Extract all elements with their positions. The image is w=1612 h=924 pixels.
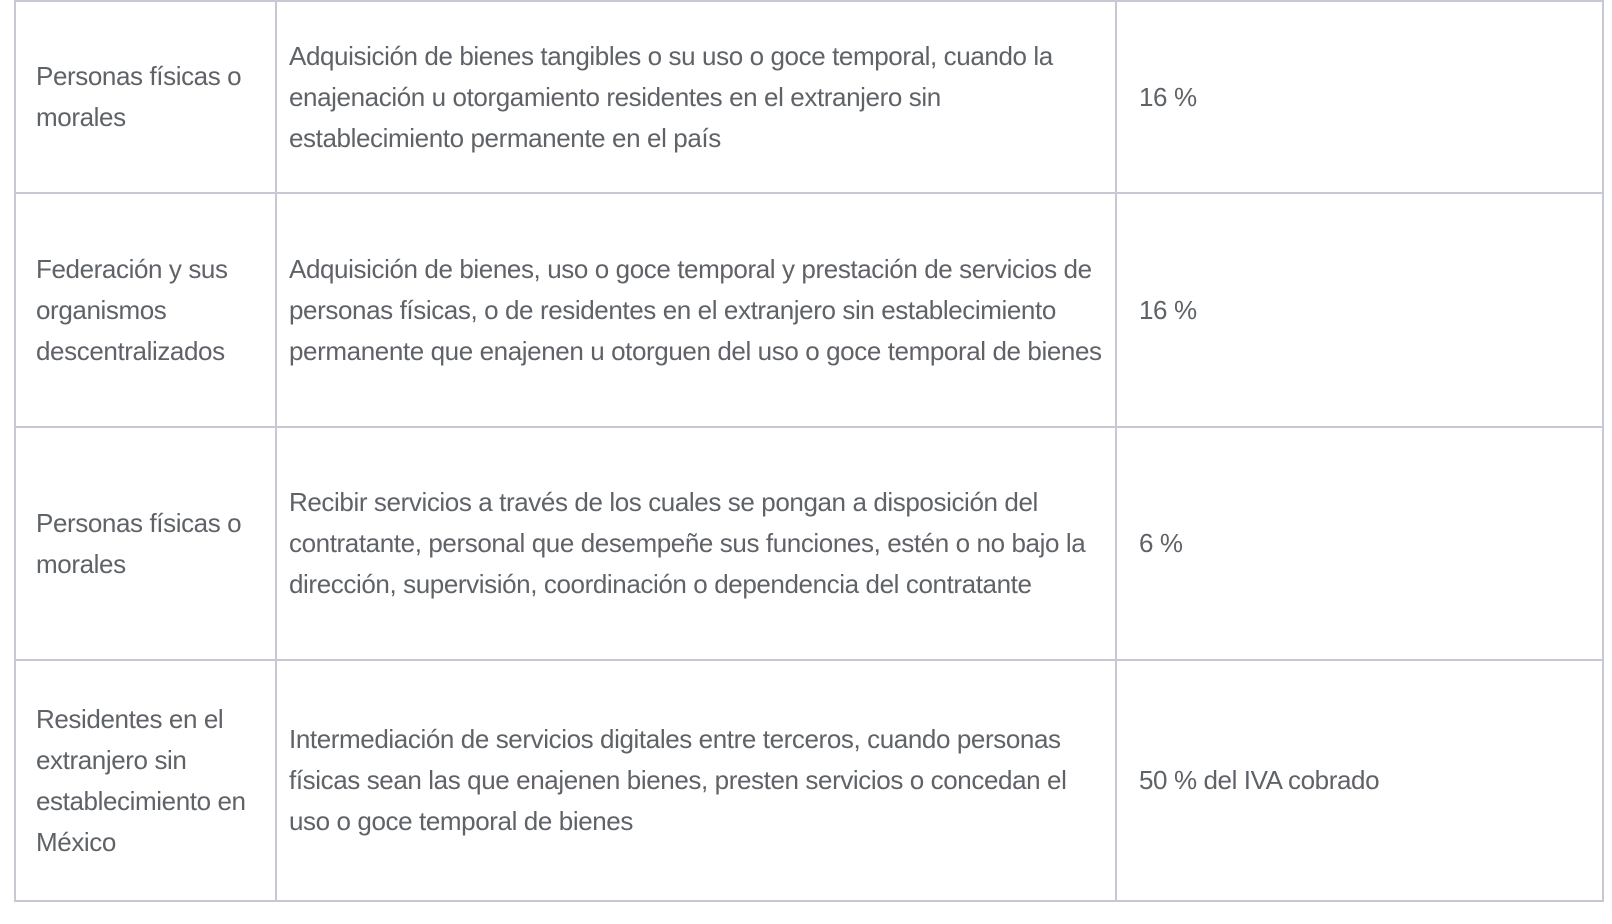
table-cell-description: Adquisición de bienes, uso o goce temporal y prestación de servicios de personas físicas, o de residentes en el extranjero sin establecimiento permanente que enajenen u otorguen del uso o goce temporal de bienes xyxy=(276,193,1116,427)
table-row xyxy=(15,1,1603,193)
table-cell-rate: 6 % xyxy=(1116,427,1603,660)
iva-retention-table xyxy=(14,0,1604,902)
table-cell-entity: Residentes en el extranjero sin establecimiento en México xyxy=(15,660,276,901)
table-cell-rate: 16 % xyxy=(1116,193,1603,427)
table-row xyxy=(15,660,1603,901)
table-row xyxy=(15,427,1603,660)
table-row xyxy=(15,193,1603,427)
table-cell-description: Adquisición de bienes tangibles o su uso o goce temporal, cuando la enajenación u otorgamiento residentes en el extranjero sin establecimiento permanente en el país xyxy=(276,1,1116,193)
table-cell-entity: Personas físicas o morales xyxy=(15,427,276,660)
table-cell-rate: 16 % xyxy=(1116,1,1603,193)
table-cell-entity: Personas físicas o morales xyxy=(15,1,276,193)
table-cell-description: Intermediación de servicios digitales entre terceros, cuando personas físicas sean las que enajenen bienes, presten servicios o concedan el uso o goce temporal de bienes xyxy=(276,660,1116,901)
table-cell-rate: 50 % del IVA cobrado xyxy=(1116,660,1603,901)
table-cell-description: Recibir servicios a través de los cuales se pongan a disposición del contratante, personal que desempeñe sus funciones, estén o no bajo la dirección, supervisión, coordinación o dependencia del contratante xyxy=(276,427,1116,660)
table-cell-entity: Federación y sus organismos descentralizados xyxy=(15,193,276,427)
